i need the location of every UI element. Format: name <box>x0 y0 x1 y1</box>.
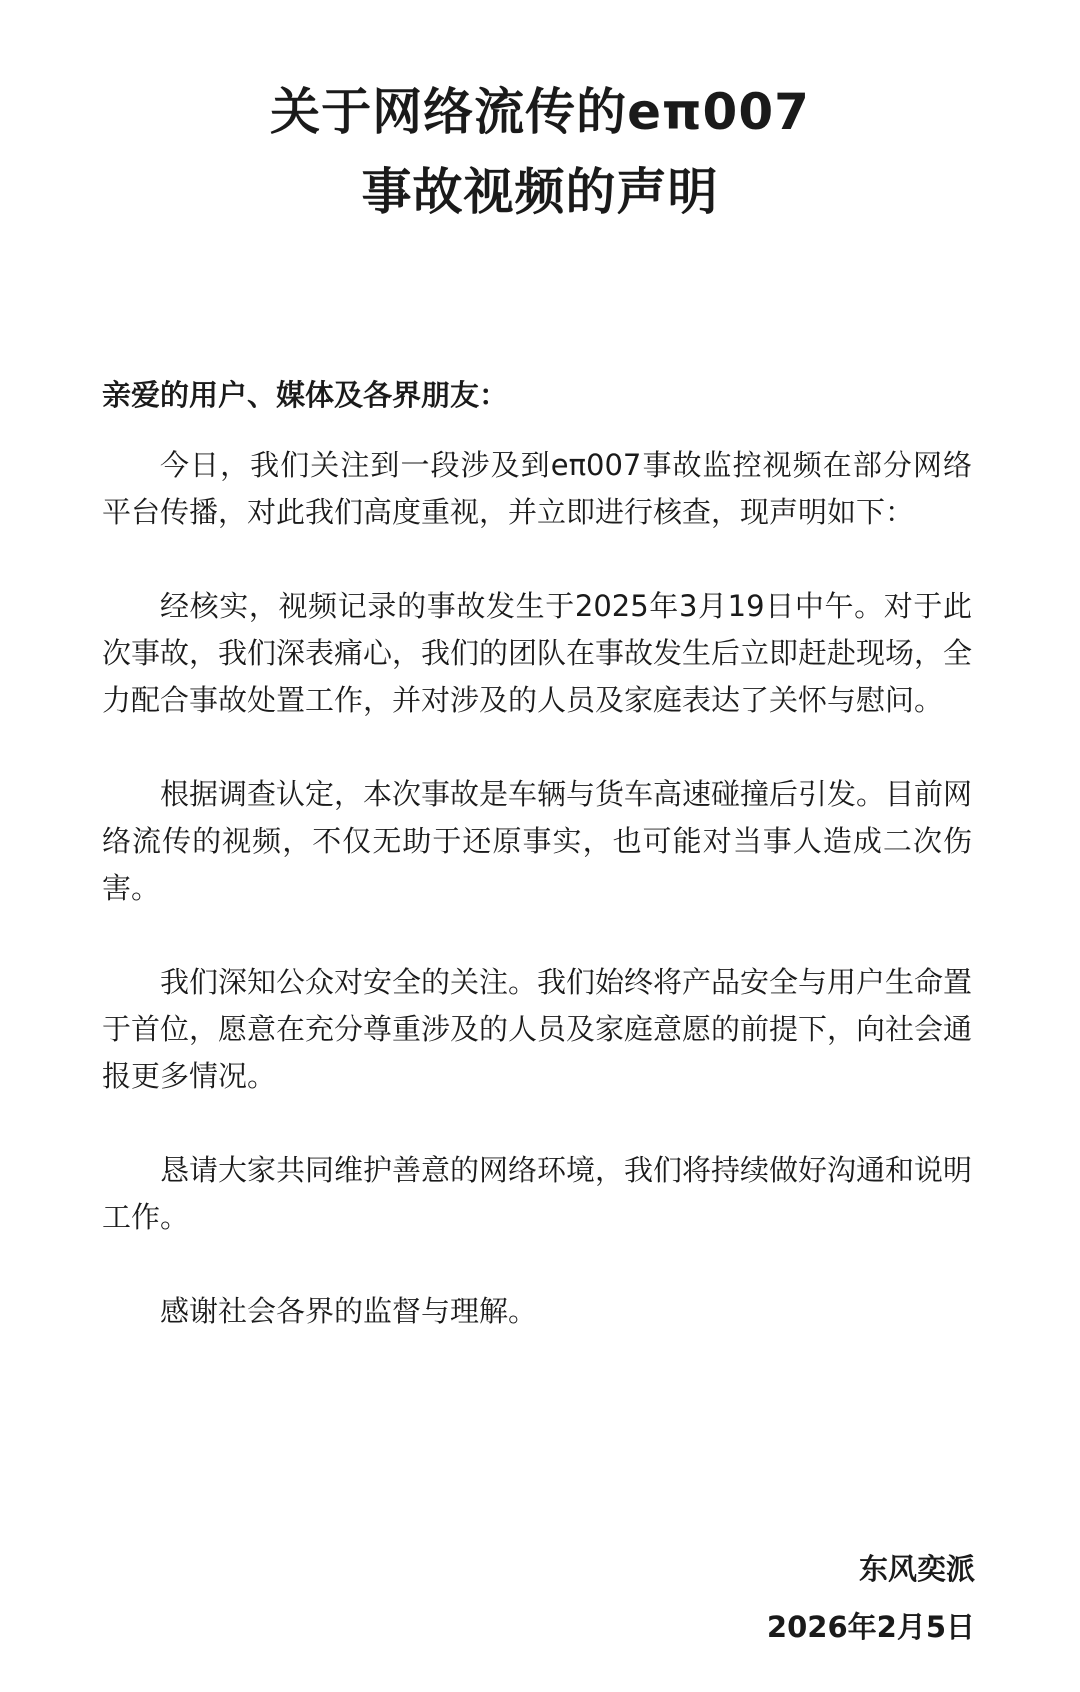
paragraph: 我们深知公众对安全的关注。我们始终将产品安全与用户生命置于首位，愿意在充分尊重涉及的人员及家庭意愿的前提下，向社会通报更多情况。 <box>102 965 973 1093</box>
signature-block <box>767 1540 975 1656</box>
signature-organization: 东风奕派 <box>858 1552 975 1586</box>
statement-body <box>102 442 972 1382</box>
signature-date: 2026年2月5日 <box>766 1610 975 1644</box>
title-line-1: 关于网络流传的eπ007 <box>270 83 810 141</box>
document-title <box>0 72 1080 232</box>
paragraph: 根据调查认定，本次事故是车辆与货车高速碰撞后引发。目前网络流传的视频，不仅无助于还原事实，也可能对当事人造成二次伤害。 <box>102 777 973 905</box>
salutation: 亲爱的用户、媒体及各界朋友： <box>102 378 509 412</box>
paragraph: 恳请大家共同维护善意的网络环境，我们将持续做好沟通和说明工作。 <box>102 1153 973 1234</box>
title-line-2: 事故视频的声明 <box>361 163 719 221</box>
paragraph: 经核实，视频记录的事故发生于2025年3月19日中午。对于此次事故，我们深表痛心，我们的团队在事故发生后立即赶赴现场，全力配合事故处置工作，并对涉及的人员及家庭表达了关怀与慰问。 <box>102 589 973 717</box>
paragraph: 感谢社会各界的监督与理解。 <box>160 1294 538 1328</box>
paragraph: 今日，我们关注到一段涉及到eπ007事故监控视频在部分网络平台传播，对此我们高度重视，并立即进行核查，现声明如下： <box>102 448 972 529</box>
